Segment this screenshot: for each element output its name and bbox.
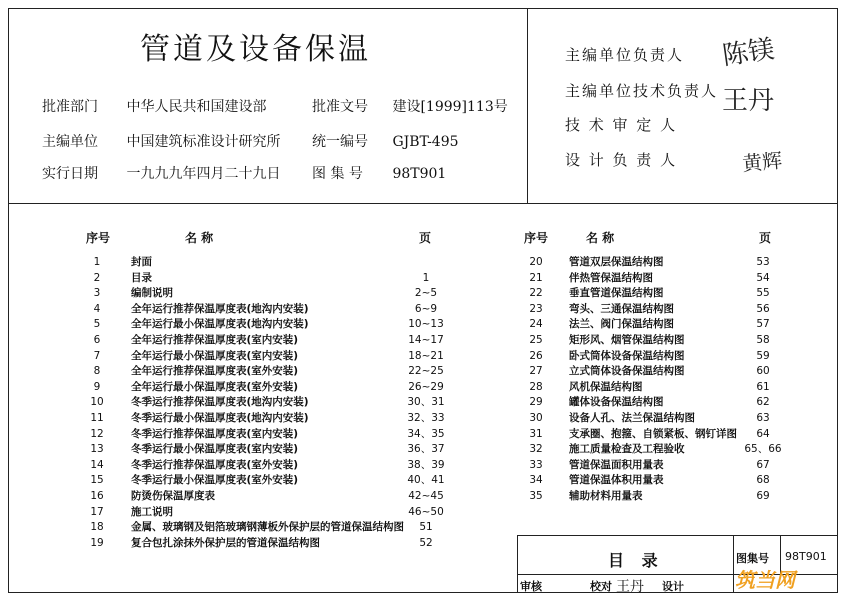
toc-row-name: 卧式筒体设备保温结构图 — [569, 349, 685, 362]
toc-row-name: 冬季运行推荐保温厚度表(地沟内安装) — [131, 396, 309, 409]
toc-row — [0, 427, 846, 442]
toc-row-page: 55 — [756, 287, 770, 300]
toc-row-number: 14 — [90, 458, 104, 471]
title-block-vline — [733, 535, 734, 593]
toc-row — [0, 489, 846, 504]
toc-row-page: 51 — [419, 521, 433, 534]
field-value: 建设[1999]113号 — [392, 99, 508, 115]
toc-row-number: 24 — [529, 318, 543, 331]
watermark-logo: 筑当网 — [735, 568, 795, 592]
atlas-number-value: 98T901 — [785, 550, 827, 563]
check-label: 校对 — [590, 580, 612, 593]
toc-row-number: 34 — [529, 474, 543, 487]
toc-row — [0, 458, 846, 473]
toc-row-number: 26 — [529, 349, 543, 362]
check-signature: 王丹 — [616, 579, 644, 595]
toc-row-number: 25 — [529, 334, 543, 346]
toc-row-number: 3 — [93, 287, 101, 300]
toc-row-name: 弯头、三通保温结构图 — [569, 302, 674, 315]
toc-row-name: 法兰、阀门保温结构图 — [569, 318, 674, 331]
toc-row-name: 全年运行最小保温厚度表(室外安装) — [131, 380, 299, 393]
atlas-number-label: 图集号 — [736, 552, 769, 565]
toc-row-page: 2~5 — [414, 287, 438, 300]
toc-row-name: 防烫伤保温厚度表 — [131, 490, 215, 502]
toc-row-page: 1 — [422, 271, 430, 284]
signature-tech: 王丹 — [722, 86, 775, 116]
signature-chief: 陈镁 — [720, 34, 777, 72]
toc-row-name: 全年运行推荐保温厚度表(室外安装) — [131, 365, 299, 378]
toc-row-number: 22 — [529, 287, 543, 300]
field-value: 中华人民共和国建设部 — [126, 99, 267, 115]
toc-row-page: 6~9 — [414, 302, 438, 315]
unified-number-field — [312, 131, 459, 151]
responsible-role: 主编单位负责人 — [565, 46, 685, 64]
toc-row-name: 垂直管道保温结构图 — [569, 287, 664, 300]
atlas-number-field — [312, 163, 446, 183]
toc-row-page: 26~29 — [408, 380, 444, 393]
toc-row-name: 冬季运行推荐保温厚度表(室内安装) — [131, 427, 299, 440]
toc-row-name: 冬季运行最小保温厚度表(室内安装) — [131, 443, 299, 456]
toc-row — [0, 333, 846, 348]
toc-row-page: 14~17 — [408, 334, 444, 346]
design-label: 设计 — [662, 580, 684, 593]
toc-row — [0, 411, 846, 426]
toc-row-number: 9 — [93, 380, 101, 393]
toc-row-page: 30、31 — [407, 396, 445, 409]
toc-row-number: 5 — [93, 318, 101, 331]
field-label: 图 集 号 — [312, 166, 363, 182]
toc-row-name: 设备人孔、法兰保温结构图 — [569, 412, 695, 424]
toc-row-page: 42~45 — [408, 490, 444, 502]
toc-row — [0, 317, 846, 332]
header-vertical-divider — [527, 8, 528, 203]
toc-row-name: 编制说明 — [131, 287, 173, 300]
toc-row-name: 全年运行最小保温厚度表(地沟内安装) — [131, 318, 309, 331]
toc-row-page: 32、33 — [407, 412, 445, 424]
toc-header-page: 页 — [759, 231, 772, 245]
toc-row-name: 冬季运行最小保温厚度表(地沟内安装) — [131, 412, 309, 424]
toc-row-name: 金属、玻璃钢及铝箔玻璃钢薄板外保护层的管道保温结构图 — [131, 521, 404, 534]
toc-row-number: 33 — [529, 458, 543, 471]
toc-row-number: 19 — [90, 536, 104, 549]
toc-row-page: 68 — [756, 474, 770, 487]
toc-row-number: 35 — [529, 490, 543, 502]
approval-dept-field — [42, 96, 266, 116]
toc-row-page: 54 — [756, 271, 770, 284]
toc-row-number: 2 — [93, 271, 101, 284]
field-label: 统一编号 — [312, 134, 368, 150]
toc-row-page: 34、35 — [407, 427, 445, 440]
toc-row-page: 22~25 — [408, 365, 444, 378]
toc-row-page: 59 — [756, 349, 770, 362]
toc-row — [0, 271, 846, 286]
review-label: 审核 — [520, 580, 542, 593]
field-label: 批准文号 — [312, 99, 368, 115]
toc-row — [0, 442, 846, 457]
toc-row-page: 56 — [756, 302, 770, 315]
page-title: 管道及设备保温 — [140, 32, 371, 67]
toc-row-name: 管道保温面积用量表 — [569, 458, 664, 471]
toc-header-name: 名 称 — [586, 231, 615, 245]
toc-row-number: 4 — [93, 302, 101, 315]
toc-row-page: 65、66 — [744, 443, 782, 456]
toc-row-number: 27 — [529, 365, 543, 378]
toc-row-number: 32 — [529, 443, 543, 456]
toc-row-page: 18~21 — [408, 349, 444, 362]
toc-row-name: 罐体设备保温结构图 — [569, 396, 664, 409]
toc-row-page: 38、39 — [407, 458, 445, 471]
toc-row-name: 支承圈、抱箍、自锁紧板、钢钉详图 — [569, 427, 737, 440]
toc-row-number: 20 — [529, 256, 543, 268]
toc-row — [0, 380, 846, 395]
toc-row — [0, 364, 846, 379]
toc-row — [0, 473, 846, 488]
toc-row-number: 16 — [90, 490, 104, 502]
field-value: 中国建筑标准设计研究所 — [126, 134, 281, 150]
toc-row-number: 7 — [93, 349, 101, 362]
toc-row-name: 全年运行推荐保温厚度表(室内安装) — [131, 334, 299, 346]
toc-row-name: 立式筒体设备保温结构图 — [569, 365, 685, 378]
toc-row-name: 冬季运行推荐保温厚度表(室外安装) — [131, 458, 299, 471]
field-value: 98T901 — [392, 166, 447, 182]
toc-row-number: 21 — [529, 271, 543, 284]
toc-row-page: 57 — [756, 318, 770, 331]
toc-row-name: 管道双层保温结构图 — [569, 256, 664, 268]
title-block-title: 目 录 — [608, 551, 664, 570]
toc-row-number: 12 — [90, 427, 104, 440]
responsible-role: 技 术 审 定 人 — [565, 116, 678, 134]
toc-row-page: 60 — [756, 365, 770, 378]
toc-row-number: 18 — [90, 521, 104, 534]
responsible-role: 主编单位技术负责人 — [565, 82, 719, 100]
toc-row-number: 29 — [529, 396, 543, 409]
toc-row — [0, 395, 846, 410]
toc-row — [0, 349, 846, 364]
toc-row — [0, 505, 846, 520]
approval-doc-field — [312, 96, 508, 116]
toc-row-name: 冬季运行最小保温厚度表(室外安装) — [131, 474, 299, 487]
header-divider — [8, 203, 838, 204]
toc-row-name: 目录 — [131, 271, 152, 284]
toc-row-page: 53 — [756, 256, 770, 268]
toc-header-no: 序号 — [86, 231, 111, 245]
toc-row-name: 施工说明 — [131, 505, 173, 518]
toc-row-name: 风机保温结构图 — [569, 380, 643, 393]
toc-row-number: 15 — [90, 474, 104, 487]
toc-row-number: 31 — [529, 427, 543, 440]
toc-row — [0, 520, 846, 535]
toc-row-name: 施工质量检查及工程验收 — [569, 443, 685, 456]
toc-row-number: 13 — [90, 443, 104, 456]
toc-row-page: 69 — [756, 490, 770, 502]
toc-row-number: 23 — [529, 302, 543, 315]
toc-header-no: 序号 — [524, 231, 549, 245]
toc-row-name: 全年运行最小保温厚度表(室内安装) — [131, 349, 299, 362]
toc-row-number: 6 — [93, 334, 101, 346]
toc-header-page: 页 — [419, 231, 432, 245]
field-value: 一九九九年四月二十九日 — [126, 166, 281, 182]
toc-row-number: 11 — [90, 412, 104, 424]
field-label: 批准部门 — [42, 99, 98, 115]
toc-row-page: 52 — [419, 536, 433, 549]
toc-row-name: 全年运行推荐保温厚度表(地沟内安装) — [131, 302, 309, 315]
toc-row-name: 矩形风、烟管保温结构图 — [569, 334, 685, 346]
toc-row-page: 63 — [756, 412, 770, 424]
editor-unit-field — [42, 131, 280, 151]
signature-design: 黄辉 — [741, 148, 784, 176]
responsible-role: 设 计 负 责 人 — [565, 151, 678, 169]
toc-row-name: 复合包扎涂抹外保护层的管道保温结构图 — [131, 536, 320, 549]
toc-row-page: 36、37 — [407, 443, 445, 456]
toc-row-number: 28 — [529, 380, 543, 393]
toc-row-page: 46~50 — [408, 505, 444, 518]
toc-header-name: 名 称 — [185, 231, 214, 245]
toc-row-name: 管道保温体积用量表 — [569, 474, 664, 487]
toc-row-number: 17 — [90, 505, 104, 518]
toc-row-page: 64 — [756, 427, 770, 440]
toc-row-number: 8 — [93, 365, 101, 378]
toc-row — [0, 302, 846, 317]
effective-date-field — [42, 163, 280, 183]
toc-row-number: 30 — [529, 412, 543, 424]
toc-row — [0, 286, 846, 301]
toc-row-page: 58 — [756, 334, 770, 346]
toc-row-page: 62 — [756, 396, 770, 409]
toc-row-page: 10~13 — [408, 318, 444, 331]
toc-row-page: 61 — [756, 380, 770, 393]
toc-row — [0, 255, 846, 270]
toc-row-page: 40、41 — [407, 474, 445, 487]
toc-row-name: 封面 — [131, 256, 152, 268]
field-value: GJBT-495 — [392, 134, 459, 150]
toc-row-page: 67 — [756, 458, 770, 471]
field-label: 主编单位 — [42, 134, 98, 150]
toc-row-name: 辅助材料用量表 — [569, 490, 643, 502]
field-label: 实行日期 — [42, 166, 98, 182]
toc-row-name: 伴热管保温结构图 — [569, 271, 653, 284]
toc-row-number: 1 — [93, 256, 101, 268]
toc-row-number: 10 — [90, 396, 104, 409]
